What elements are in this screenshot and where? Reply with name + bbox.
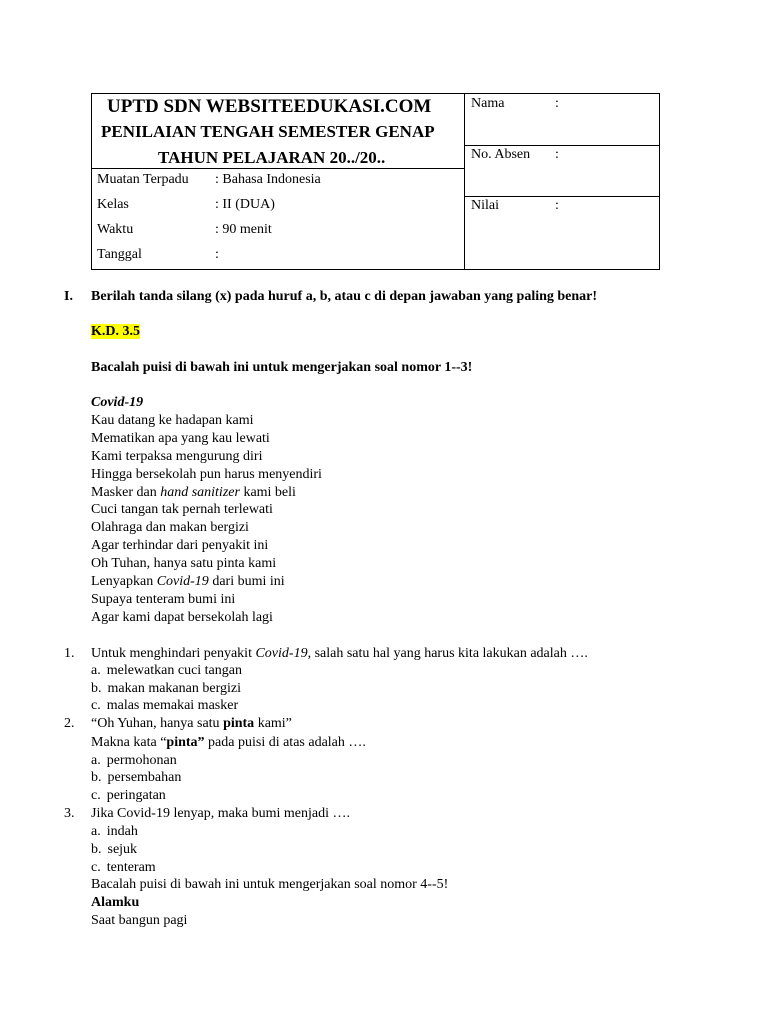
kd-highlight: K.D. 3.5 xyxy=(91,324,140,339)
section-number: I. xyxy=(64,289,73,304)
option-text: malas memakai masker xyxy=(106,698,239,713)
poem-line: Olahraga dan makan bergizi xyxy=(91,520,249,535)
answer-option[interactable] xyxy=(91,824,138,840)
option-text: makan makanan bergizi xyxy=(107,681,241,696)
option-letter: b. xyxy=(91,842,102,857)
poem-line: Kami terpaksa mengurung diri xyxy=(91,449,263,464)
option-letter: a. xyxy=(91,753,101,768)
name-field-label: Nama xyxy=(471,96,505,111)
answer-option[interactable] xyxy=(91,753,177,769)
answer-option[interactable] xyxy=(91,698,238,714)
kd-label xyxy=(91,324,140,340)
question-text-part: , salah satu hal yang harus kita lakukan adalah …. xyxy=(307,646,588,661)
question-text-italic: Covid-19 xyxy=(255,646,308,661)
option-text: sejuk xyxy=(107,842,138,857)
option-letter: a. xyxy=(91,824,101,839)
question-text xyxy=(91,735,366,751)
question-number: 1. xyxy=(64,646,75,661)
poem-line xyxy=(91,485,296,501)
table-divider xyxy=(464,196,660,197)
poem-line: Supaya tenteram bumi ini xyxy=(91,592,236,607)
name-field-colon[interactable]: : xyxy=(555,96,559,111)
absen-field-colon[interactable]: : xyxy=(555,147,559,162)
answer-option[interactable] xyxy=(91,788,166,804)
info-label: Tanggal xyxy=(97,247,142,262)
poem-text: Lenyapkan xyxy=(91,574,157,589)
option-text: indah xyxy=(106,824,138,839)
option-letter: c. xyxy=(91,788,101,803)
option-text: melewatkan cuci tangan xyxy=(106,663,242,678)
poem-line: Saat bangun pagi xyxy=(91,913,188,928)
poem-line: Agar terhindar dari penyakit ini xyxy=(91,538,269,553)
table-divider xyxy=(464,94,465,270)
option-letter: b. xyxy=(91,681,102,696)
info-value: : 90 menit xyxy=(215,222,272,237)
poem-text: Masker dan xyxy=(91,485,161,500)
poem-line xyxy=(91,574,285,590)
question-number: 3. xyxy=(64,806,75,821)
answer-option[interactable] xyxy=(91,770,181,786)
option-text: permohonan xyxy=(106,753,177,768)
info-label: Muatan Terpadu xyxy=(97,172,189,187)
info-value: : Bahasa Indonesia xyxy=(215,172,321,187)
poem-text-italic: Covid-19 xyxy=(156,574,209,589)
question-text-part: “Oh Yuhan, hanya satu xyxy=(91,716,224,731)
info-label: Waktu xyxy=(97,222,134,237)
option-text: tenteram xyxy=(106,860,156,875)
answer-option[interactable] xyxy=(91,860,156,876)
answer-option[interactable] xyxy=(91,842,137,858)
option-letter: c. xyxy=(91,860,101,875)
nilai-field-colon[interactable]: : xyxy=(555,198,559,213)
section-instruction: Berilah tanda silang (x) pada huruf a, b, atau c di depan jawaban yang paling benar! xyxy=(91,289,598,304)
poem-line: Hingga bersekolah pun harus menyendiri xyxy=(91,467,322,482)
info-label: Kelas xyxy=(97,197,129,212)
reading-instruction: Bacalah puisi di bawah ini untuk mengerjakan soal nomor 4--5! xyxy=(91,877,449,892)
question-text-part: Makna kata “ xyxy=(91,735,167,750)
question-text-part: pada puisi di atas adalah …. xyxy=(204,735,366,750)
exam-title: PENILAIAN TENGAH SEMESTER GENAP xyxy=(101,122,435,141)
poem-text-italic: hand sanitizer xyxy=(160,485,240,500)
poem-line: Oh Tuhan, hanya satu pinta kami xyxy=(91,556,277,571)
nilai-field-label: Nilai xyxy=(471,198,499,213)
poem-title: Covid-19 xyxy=(91,395,144,410)
info-value: : xyxy=(215,247,219,262)
absen-field-label: No. Absen xyxy=(471,147,531,162)
question-text-bold: pinta xyxy=(223,716,255,731)
question-text-part: Untuk menghindari penyakit xyxy=(91,646,256,661)
poem-line: Cuci tangan tak pernah terlewati xyxy=(91,502,273,517)
question-text-part: kami” xyxy=(254,716,292,731)
poem-line: Kau datang ke hadapan kami xyxy=(91,413,254,428)
question-quote xyxy=(91,716,292,732)
option-letter: a. xyxy=(91,663,101,678)
poem-line: Agar kami dapat bersekolah lagi xyxy=(91,610,273,625)
reading-instruction: Bacalah puisi di bawah ini untuk mengerjakan soal nomor 1--3! xyxy=(91,360,473,375)
question-text: Jika Covid-19 lenyap, maka bumi menjadi …. xyxy=(91,806,350,821)
table-divider xyxy=(464,145,660,146)
option-text: peringatan xyxy=(106,788,166,803)
poem-text: kami beli xyxy=(239,485,296,500)
poem-title: Alamku xyxy=(91,895,140,910)
question-text xyxy=(91,646,588,662)
answer-option[interactable] xyxy=(91,663,242,679)
question-number: 2. xyxy=(64,716,75,731)
option-letter: c. xyxy=(91,698,101,713)
question-text-bold: pinta” xyxy=(166,735,205,750)
option-text: persembahan xyxy=(107,770,182,785)
table-divider xyxy=(92,168,464,169)
info-value: : II (DUA) xyxy=(215,197,275,212)
school-name: UPTD SDN WEBSITEEDUKASI.COM xyxy=(107,96,432,117)
answer-option[interactable] xyxy=(91,681,241,697)
poem-line: Mematikan apa yang kau lewati xyxy=(91,431,270,446)
poem-text: dari bumi ini xyxy=(208,574,285,589)
school-year: TAHUN PELAJARAN 20../20.. xyxy=(158,148,386,167)
option-letter: b. xyxy=(91,770,102,785)
